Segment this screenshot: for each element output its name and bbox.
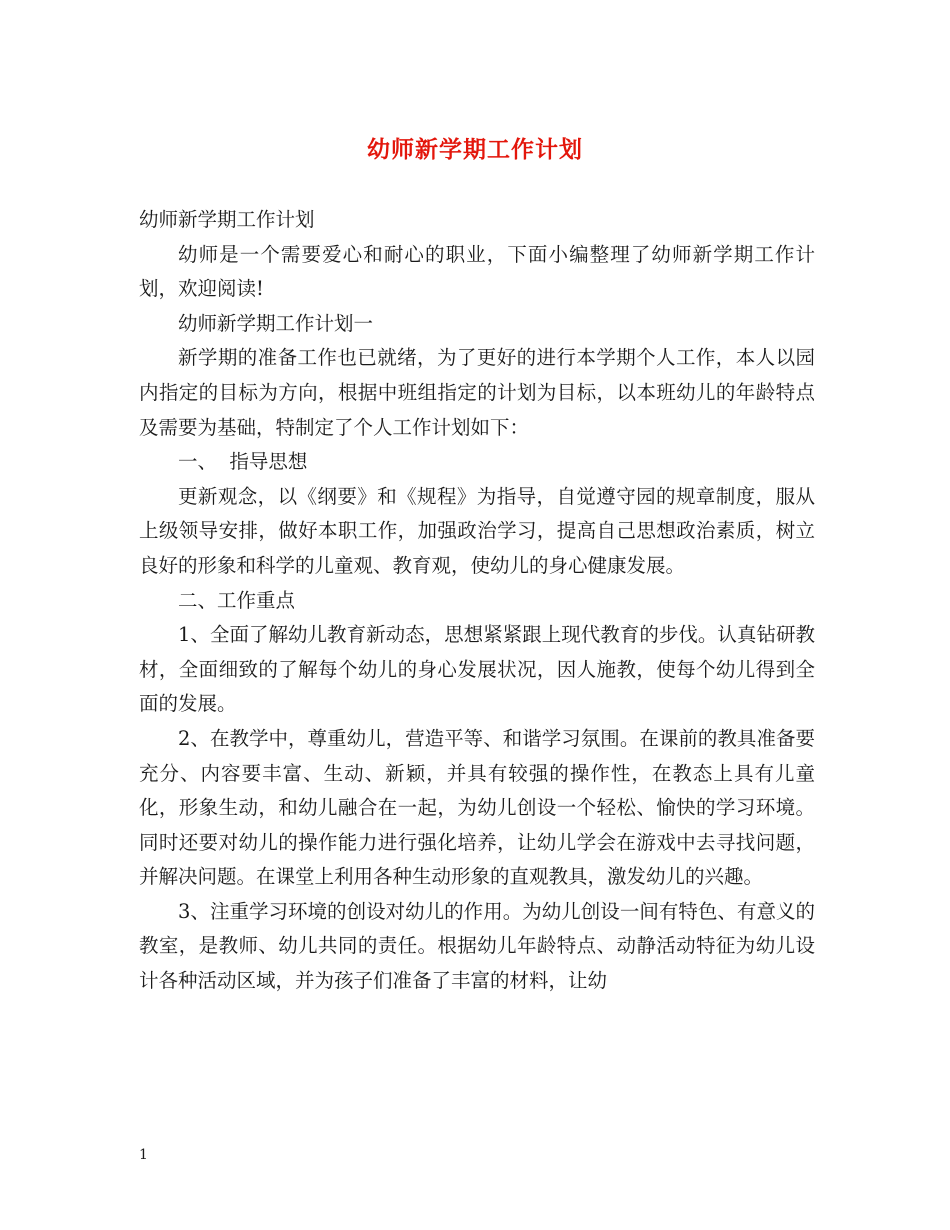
section-heading: 二、工作重点 — [178, 588, 296, 612]
paragraph: 幼师新学期工作计划一 — [178, 311, 374, 335]
section-heading: 一、 指导思想 — [178, 450, 308, 474]
document-body — [139, 203, 815, 999]
page-number: 1 — [139, 1147, 148, 1163]
paragraph: 3、注重学习环境的创设对幼儿的作用。为幼儿创设一间有特色、有意义的教室，是教师、幼儿共同的责任。根据幼儿年龄特点、动静活动特征为幼儿设计各种活动区域，并为孩子们准备了丰富的材料，让幼 — [139, 899, 815, 993]
paragraph: 新学期的准备工作也已就绪，为了更好的进行本学期个人工作，本人以园内指定的目标为方向，根据中班组指定的计划为目标，以本班幼儿的年龄特点及需要为基础，特制定了个人工作计划如下： — [139, 346, 815, 439]
paragraph: 1、全面了解幼儿教育新动态，思想紧紧跟上现代教育的步伐。认真钻研教材，全面细致的了解每个幼儿的身心发展状况，因人施教，使每个幼儿得到全面的发展。 — [139, 623, 815, 716]
paragraph: 更新观念，以《纲要》和《规程》为指导，自觉遵守园的规章制度，服从上级领导安排，做好本职工作，加强政治学习，提高自己思想政治素质，树立良好的形象和科学的儿童观、教育观，使幼儿的身心健康发展。 — [139, 484, 815, 577]
paragraph: 幼师新学期工作计划 — [139, 208, 315, 231]
paragraph: 2、在教学中，尊重幼儿，营造平等、和谐学习氛围。在课前的教具准备要充分、内容要丰富、生动、新颖，并具有较强的操作性，在教态上具有儿童化，形象生动，和幼儿融合在一起，为幼儿创设一个轻松、愉快的学习环境。同时还要对幼儿的操作能力进行强化培养，让幼儿学会在游戏中去寻找问题，并解决问题。在课堂上利用各种生动形象的直观教具，激发幼儿的兴趣。 — [139, 726, 815, 889]
document-title: 幼师新学期工作计划 — [367, 136, 583, 163]
paragraph: 幼师是一个需要爱心和耐心的职业，下面小编整理了幼师新学期工作计划，欢迎阅读! — [139, 242, 815, 301]
